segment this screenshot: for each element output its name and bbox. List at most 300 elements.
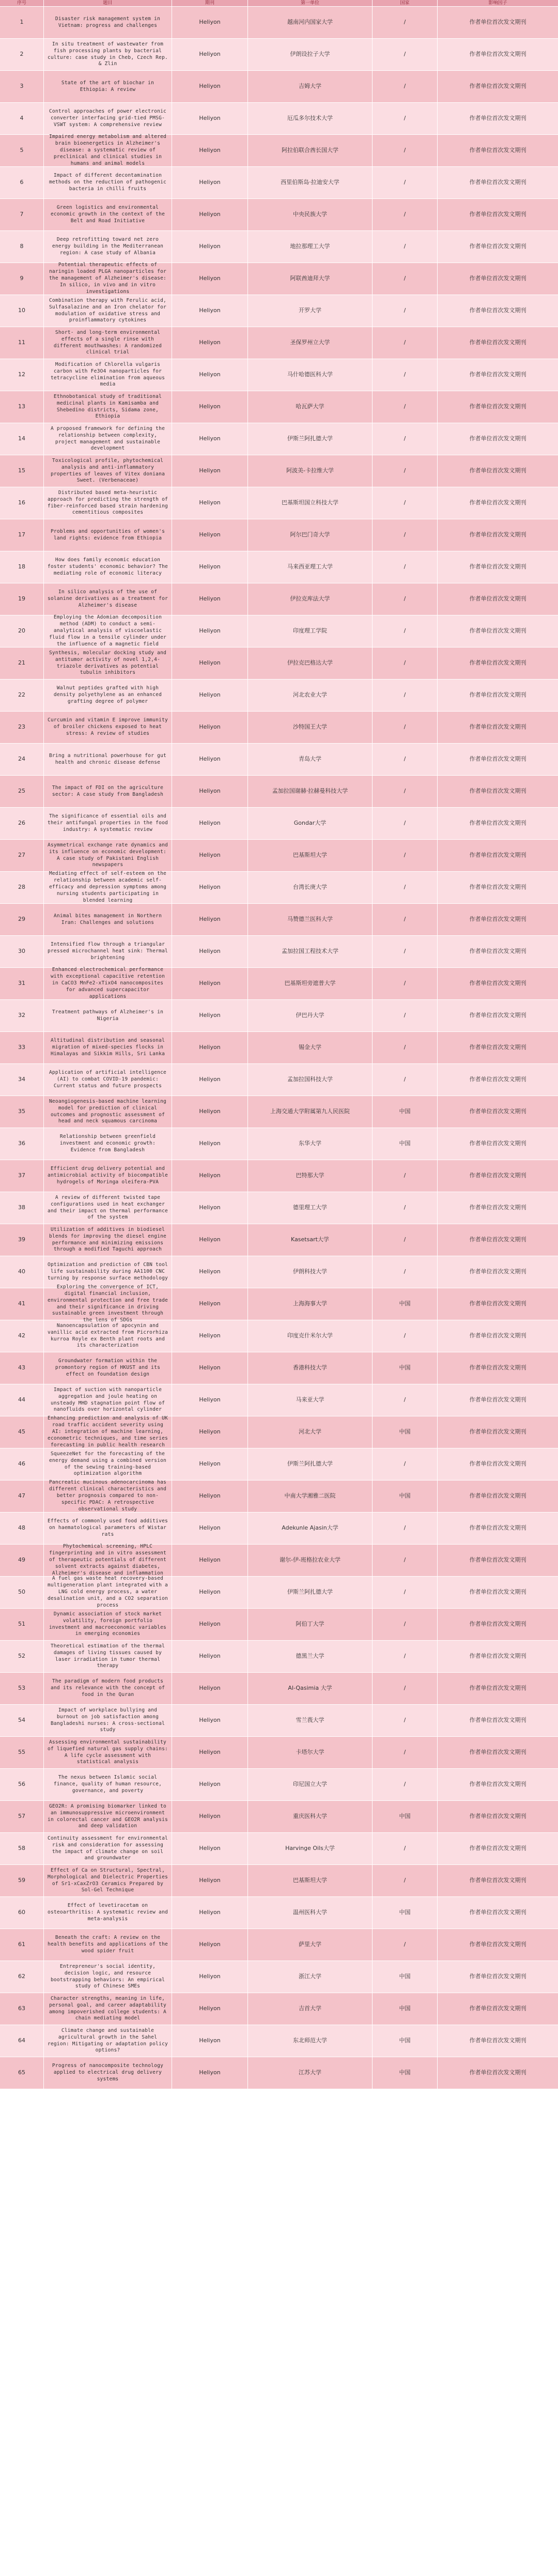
row-region: / [373,1513,438,1544]
row-no: 50 [0,1577,44,1608]
header-grade: 影响因子 [488,0,507,6]
row-grade: 作者单位首次发文期刊 [469,1781,526,1788]
row-journal: Heliyon [172,295,248,327]
row-no: 51 [0,1609,44,1640]
row-author: 马来西亚理工大学 [248,551,373,583]
table-row [0,1673,558,1705]
row-grade: 作者单位首次发文期刊 [469,275,526,282]
row-no: 3 [0,71,44,102]
row-no: 10 [0,295,44,327]
row-no: 17 [0,519,44,551]
row-author: 上海交通大学附属第九人民医院 [248,1096,373,1128]
row-grade: 作者单位首次发文期刊 [469,1140,526,1147]
table-row [0,1288,558,1320]
table-row [0,359,558,391]
row-grade: 作者单位首次发文期刊 [469,852,526,859]
table-row [0,1513,558,1545]
table-row [0,1897,558,1929]
row-title: Effect of levetiracetam on osteoarthritis: A systematic review and meta-analysis [44,1897,172,1929]
row-no: 39 [0,1224,44,1256]
row-title: Impact of workplace bullying and burnout on job satisfaction among Bangladeshi nurses: A cross-sectional study [44,1705,172,1736]
table-row [0,199,558,231]
row-author: 印度克什米尔大学 [248,1320,373,1352]
row-grade: 作者单位首次发文期刊 [469,1012,526,1019]
row-author: 马赞德兰医科大学 [248,904,373,935]
row-author: 巴基斯坦大学 [248,1865,373,1896]
row-journal: Heliyon [172,1705,248,1736]
table-row [0,231,558,263]
row-grade: 作者单位首次发文期刊 [469,243,526,250]
row-author: 吉姆大学 [248,71,373,102]
row-author: 巴基斯坦大学 [248,840,373,871]
row-no: 55 [0,1737,44,1768]
row-author: 萨里大学 [248,1929,373,1961]
row-no: 20 [0,615,44,647]
row-grade: 作者单位首次发文期刊 [469,1492,526,1500]
row-author: Kasetsart大学 [248,1224,373,1256]
table-row [0,1865,558,1897]
row-title: Dynamic association of stock market volatility, foreign portfolio investment and macroeconomic variables in emerging economies [44,1609,172,1640]
row-journal: Heliyon [172,1128,248,1160]
row-grade: 作者单位首次发文期刊 [469,51,526,58]
row-grade: 作者单位首次发文期刊 [469,2069,526,2076]
row-author: 厄瓜多尔技术大学 [248,103,373,134]
table-row [0,455,558,487]
row-title: GEO2R: A promising biomarker linked to an immunosuppressive microenvironment in colorectal cancer and GEO2R analysis and deep validation [44,1801,172,1832]
row-no: 14 [0,423,44,455]
row-region: 中国 [373,2057,438,2089]
row-journal: Heliyon [172,519,248,551]
row-no: 23 [0,712,44,743]
row-author: 阿伯丁大学 [248,1609,373,1640]
row-grade: 作者单位首次发文期刊 [469,147,526,154]
row-title: Nanoencapsulation of apocynin and vanillic acid extracted from Picrorhiza kurroa Royle ex Benth plant roots and its characterization [44,1320,172,1352]
row-title: Combination therapy with Ferulic acid, Sulfasalazine and an Iron chelator for modulation of oxidative stress and proinflammatory cytokines [44,295,172,327]
row-title: Bring a nutritional powerhouse for gut health and chronic disease defense [44,744,172,775]
row-title: Synthesis, molecular docking study and antitumor activity of novel 1,2,4-triazole derivatives as potential tubulin inhibitors [44,647,172,679]
row-title: Green logistics and environmental economic growth in the context of the Belt and Road Initiative [44,199,172,230]
row-no: 11 [0,327,44,359]
row-author: 中南大学湘雅二医院 [248,1480,373,1512]
row-grade: 作者单位首次发文期刊 [469,115,526,122]
table-row [0,840,558,872]
row-journal: Heliyon [172,1513,248,1544]
row-region: / [373,39,438,70]
row-author: 开罗大学 [248,295,373,327]
table-row [0,1000,558,1032]
row-title: SqueezeNet for the forecasting of the energy demand using a combined version of the sewing training-based optimization algorithm [44,1448,172,1480]
table-row [0,712,558,744]
row-journal: Heliyon [172,7,248,38]
row-region: / [373,295,438,327]
table-row [0,519,558,551]
row-grade: 作者单位首次发文期刊 [469,1941,526,1948]
row-no: 4 [0,103,44,134]
row-no: 22 [0,680,44,711]
row-no: 19 [0,583,44,615]
row-grade: 作者单位首次发文期刊 [469,2005,526,2012]
row-region: / [373,840,438,871]
row-grade: 作者单位首次发文期刊 [469,1621,526,1628]
row-journal: Heliyon [172,808,248,839]
table-row [0,327,558,359]
row-region: / [373,744,438,775]
row-journal: Heliyon [172,1192,248,1224]
row-journal: Heliyon [172,1032,248,1063]
row-title: The nexus between Islamic social finance, quality of human resource, governance, and poverty [44,1769,172,1800]
row-region: 中国 [373,2025,438,2057]
row-journal: Heliyon [172,712,248,743]
row-journal: Heliyon [172,1320,248,1352]
row-journal: Heliyon [172,1897,248,1929]
row-grade: 作者单位首次发文期刊 [469,1653,526,1660]
row-title: Groundwater formation within the promontory region of HKUST and its effect on foundation design [44,1352,172,1384]
table-row [0,968,558,1000]
row-grade: 作者单位首次发文期刊 [469,723,526,731]
row-title: Utilization of additives in biodiesel blends for improving the diesel engine performance and minimizing emissions through a modified Taguchi approach [44,1224,172,1256]
row-journal: Heliyon [172,487,248,519]
row-journal: Heliyon [172,1641,248,1672]
table-row [0,39,558,71]
row-no: 54 [0,1705,44,1736]
row-region: 中国 [373,1416,438,1448]
table-row [0,904,558,936]
row-region: / [373,455,438,487]
row-no: 29 [0,904,44,935]
row-grade: 作者单位首次发文期刊 [469,1236,526,1243]
row-journal: Heliyon [172,1288,248,1320]
row-title: Treatment pathways of Alzheimer's in Nigeria [44,1000,172,1031]
row-journal: Heliyon [172,680,248,711]
row-grade: 作者单位首次发文期刊 [469,1172,526,1179]
row-journal: Heliyon [172,1673,248,1704]
table-row [0,1480,558,1513]
row-region: / [373,936,438,967]
row-title: Efficient drug delivery potential and antimicrobial activity of biocompatible hydrogels of Moringa oleifera-PVA [44,1160,172,1192]
row-author: 香港科技大学 [248,1352,373,1384]
row-no: 8 [0,231,44,263]
row-author: 巴基斯坦旁遮普大学 [248,968,373,999]
row-no: 52 [0,1641,44,1672]
row-region: 中国 [373,1352,438,1384]
table-row [0,1929,558,1961]
row-region: / [373,1448,438,1480]
table-body [0,7,558,2089]
row-author: 青岛大学 [248,744,373,775]
row-author: 东华大学 [248,1128,373,1160]
row-author: 伊斯兰阿扎德大学 [248,1448,373,1480]
row-grade: 作者单位首次发文期刊 [469,339,526,346]
row-title: A proposed framework for defining the relationship between complexity, project management and sustainable development [44,423,172,455]
row-no: 34 [0,1064,44,1096]
row-author: 江苏大学 [248,2057,373,2089]
table-row [0,551,558,583]
row-author: 卡塔尔大学 [248,1737,373,1768]
row-journal: Heliyon [172,423,248,455]
row-no: 45 [0,1416,44,1448]
row-title: Modification of Chlorella vulgaris carbon with Fe3O4 nanoparticles for tetracycline elimination from aqueous media [44,359,172,391]
row-author: Gondar大学 [248,808,373,839]
row-author: 伊朗设拉子大学 [248,39,373,70]
row-no: 56 [0,1769,44,1800]
header-title: 题目 [44,0,172,6]
row-author: 吉首大学 [248,1993,373,2025]
table-row [0,1769,558,1801]
row-region: / [373,615,438,647]
row-no: 5 [0,135,44,166]
row-author: 中央民族大学 [248,199,373,230]
row-no: 25 [0,776,44,807]
row-region: / [373,327,438,359]
row-title: How does family economic education foster students' economic behavior? The mediating role of economic literacy [44,551,172,583]
row-journal: Heliyon [172,583,248,615]
table-row [0,2057,558,2089]
row-grade: 作者单位首次发文期刊 [469,403,526,410]
table-row [0,808,558,840]
row-title: Neoangiogenesis-based machine learning model for prediction of clinical outcomes and prognostic assessment of head and neck squamous carcinoma [44,1096,172,1128]
row-title: Impact of different decontamination methods on the reduction of pathogenic bacteria in chilli fruits [44,167,172,198]
row-grade: 作者单位首次发文期刊 [469,755,526,763]
row-region: / [373,1833,438,1864]
row-title: A fuel gas waste heat recovery-based multigeneration plant integrated with a LNG cold energy process, a water desalination unit, and a CO2 separation process [44,1577,172,1608]
row-journal: Heliyon [172,1064,248,1096]
row-title: Problems and opportunities of women's land rights: evidence from Ethiopia [44,519,172,551]
row-region: / [373,167,438,198]
row-journal: Heliyon [172,327,248,359]
row-title: In silico analysis of the use of solanine derivatives as a treatment for Alzheimer's disease [44,583,172,615]
row-grade: 作者单位首次发文期刊 [469,1204,526,1211]
row-region: / [373,872,438,903]
row-region: / [373,776,438,807]
row-grade: 作者单位首次发文期刊 [469,1749,526,1756]
row-title: Toxicological profile, phytochemical analysis and anti-inflammatory properties of leaves of Vitex doniana Sweet. (Verbenaceae) [44,455,172,487]
table-row [0,1961,558,1993]
row-region: / [373,103,438,134]
row-grade: 作者单位首次发文期刊 [469,627,526,635]
row-title: Optimization and prediction of CBN tool life sustainability during AA1100 CNC turning by response surface methodology [44,1256,172,1288]
row-author: 伊斯兰阿扎德大学 [248,423,373,455]
row-journal: Heliyon [172,167,248,198]
row-region: / [373,712,438,743]
row-author: 马什哈德医科大学 [248,359,373,391]
row-region: / [373,583,438,615]
row-author: 圣保罗州立大学 [248,327,373,359]
row-region: 中国 [373,1480,438,1512]
row-author: 河北大学 [248,1416,373,1448]
row-grade: 作者单位首次发文期刊 [469,1268,526,1275]
table-row [0,1064,558,1096]
row-journal: Heliyon [172,199,248,230]
row-author: 巴基斯坦国立科技大学 [248,487,373,519]
row-no: 60 [0,1897,44,1929]
row-title: Control approaches of power electronic converter interfacing grid-tied PMSG-VSWT system: A comprehensive review [44,103,172,134]
row-grade: 作者单位首次发文期刊 [469,1813,526,1820]
table-row [0,936,558,968]
row-grade: 作者单位首次发文期刊 [469,595,526,603]
row-journal: Heliyon [172,359,248,391]
row-grade: 作者单位首次发文期刊 [469,1717,526,1724]
row-title: Potential therapeutic effects of naringin loaded PLGA nanoparticles for the management of Alzheimer's disease: In silico, in vivo and in vitro investigations [44,263,172,295]
row-no: 26 [0,808,44,839]
table-row [0,1833,558,1865]
row-no: 6 [0,167,44,198]
row-author: 伊巴丹大学 [248,1000,373,1031]
row-journal: Heliyon [172,1833,248,1864]
row-no: 37 [0,1160,44,1192]
row-author: 孟加拉国谢赫·拉赫曼科技大学 [248,776,373,807]
row-grade: 作者单位首次发文期刊 [469,1396,526,1403]
row-grade: 作者单位首次发文期刊 [469,1332,526,1339]
row-title: Short- and long-term environmental effects of a single rinse with different mouthwashes: A randomized clinical trial [44,327,172,359]
row-author: 地拉那理工大学 [248,231,373,263]
row-title: Continuity assessment for environmental risk and consideration for assessing the impact of climate change on soil and groundwater [44,1833,172,1864]
row-grade: 作者单位首次发文期刊 [469,1044,526,1051]
row-journal: Heliyon [172,615,248,647]
row-grade: 作者单位首次发文期刊 [469,788,526,795]
row-no: 46 [0,1448,44,1480]
row-region: / [373,1192,438,1224]
table-row [0,1128,558,1160]
row-no: 44 [0,1384,44,1416]
row-no: 49 [0,1545,44,1576]
row-title: Effects of commonly used food additives on haematological parameters of Wistar rats [44,1513,172,1544]
row-region: / [373,1000,438,1031]
row-journal: Heliyon [172,551,248,583]
row-region: / [373,1577,438,1608]
table-row [0,1256,558,1288]
row-author: 浙江大学 [248,1961,373,1993]
row-region: / [373,1609,438,1640]
row-author: 河北农业大学 [248,680,373,711]
row-grade: 作者单位首次发文期刊 [469,1845,526,1852]
row-no: 65 [0,2057,44,2089]
row-title: State of the art of biochar in Ethiopia: A review [44,71,172,102]
row-journal: Heliyon [172,135,248,166]
row-grade: 作者单位首次发文期刊 [469,820,526,827]
row-author: 伊拉克库法大学 [248,583,373,615]
row-title: Employing the Adomian decomposition method (ADM) to conduct a semi-analytical analysis of viscoelastic fluid flow in a tensile cylinder under the influence of a magnetic field [44,615,172,647]
row-grade: 作者单位首次发文期刊 [469,884,526,891]
row-no: 31 [0,968,44,999]
row-author: Harvinge Oils大学 [248,1833,373,1864]
table-row [0,583,558,615]
row-grade: 作者单位首次发文期刊 [469,1524,526,1532]
row-journal: Heliyon [172,2057,248,2089]
row-title: Deep retrofitting toward net zero energy building in the Mediterranean region: A case study of Albania [44,231,172,263]
row-no: 30 [0,936,44,967]
row-title: Progress of nanocomposite technology applied to electrical drug delivery systems [44,2057,172,2089]
row-no: 32 [0,1000,44,1031]
row-region: / [373,263,438,295]
row-title: Enhanced electrochemical performance with exceptional capacitive retention in CaCO3 MnFe2-xTixO4 nanocomposites for advanced supercapacitor applications [44,968,172,999]
table-row [0,7,558,39]
row-region: / [373,1705,438,1736]
row-title: Ethnobotanical study of traditional medicinal plants in Kamisamba and Shebedino districts, Sidama zone, Ethiopia [44,391,172,423]
row-region: / [373,1641,438,1672]
row-title: Theoretical estimation of the thermal damages of living tissues caused by laser irradiation in tumor thermal therapy [44,1641,172,1672]
header-no: 序号 [0,0,44,6]
row-title: In situ treatment of wastewater from fish processing plants by bacterial culture: case study in Cheb, Czech Rep. & Zlin [44,39,172,70]
row-author: 雪兰莪大学 [248,1705,373,1736]
row-region: / [373,1737,438,1768]
row-grade: 作者单位首次发文期刊 [469,19,526,26]
row-region: / [373,487,438,519]
row-region: / [373,519,438,551]
row-grade: 作者单位首次发文期刊 [469,179,526,186]
row-no: 9 [0,263,44,295]
table-row [0,487,558,519]
row-grade: 作者单位首次发文期刊 [469,83,526,90]
row-journal: Heliyon [172,936,248,967]
row-grade: 作者单位首次发文期刊 [469,1108,526,1115]
row-journal: Heliyon [172,1993,248,2025]
row-no: 59 [0,1865,44,1896]
row-region: / [373,1320,438,1352]
row-no: 63 [0,1993,44,2025]
row-journal: Heliyon [172,1352,248,1384]
table-row [0,1096,558,1128]
row-journal: Heliyon [172,103,248,134]
row-journal: Heliyon [172,1384,248,1416]
row-author: Adekunle Ajasin大学 [248,1513,373,1544]
row-journal: Heliyon [172,1769,248,1800]
row-region: 中国 [373,1096,438,1128]
row-title: Relationship between greenfield investment and economic growth: Evidence from Bangladesh [44,1128,172,1160]
table-row [0,391,558,423]
row-region: 中国 [373,1897,438,1929]
row-grade: 作者单位首次发文期刊 [469,1076,526,1083]
row-journal: Heliyon [172,1416,248,1448]
row-journal: Heliyon [172,2025,248,2057]
row-region: 中国 [373,1801,438,1832]
row-no: 16 [0,487,44,519]
row-author: 印尼国立大学 [248,1769,373,1800]
row-journal: Heliyon [172,1256,248,1288]
row-author: 哈瓦萨大学 [248,391,373,423]
row-title: Intensified flow through a triangular pressed microchannel heat sink: Thermal brightening [44,936,172,967]
row-region: / [373,1256,438,1288]
row-journal: Heliyon [172,776,248,807]
row-author: 谢尔-伊-班格拉农业大学 [248,1545,373,1576]
row-region: / [373,904,438,935]
row-grade: 作者单位首次发文期刊 [469,1556,526,1564]
row-author: 孟加拉国工程技术大学 [248,936,373,967]
table-row [0,1320,558,1352]
row-grade: 作者单位首次发文期刊 [469,1973,526,1980]
table-row [0,1737,558,1769]
row-title: Assessing environmental sustainability of liquefied natural gas supply chains: A life cycle assessment with statistical analysis [44,1737,172,1768]
row-author: 沙特国王大学 [248,712,373,743]
row-region: / [373,968,438,999]
table-row [0,103,558,135]
row-author: 德黑兰大学 [248,1641,373,1672]
row-author: 马来亚大学 [248,1384,373,1416]
row-title: Effect of Ca on Structural, Spectral, Morphological and Dielectric Properties of Sr1-xCaxZrO3 Ceramics Prepared by Sol-Gel Technique [44,1865,172,1896]
table-row [0,1993,558,2025]
table-row [0,1032,558,1064]
table-row [0,1545,558,1577]
row-journal: Heliyon [172,1160,248,1192]
row-journal: Heliyon [172,1737,248,1768]
table-row [0,1448,558,1480]
row-region: / [373,1769,438,1800]
row-region: 中国 [373,1993,438,2025]
row-journal: Heliyon [172,1801,248,1832]
row-grade: 作者单位首次发文期刊 [469,563,526,570]
row-no: 61 [0,1929,44,1961]
row-journal: Heliyon [172,1865,248,1896]
row-region: / [373,1865,438,1896]
